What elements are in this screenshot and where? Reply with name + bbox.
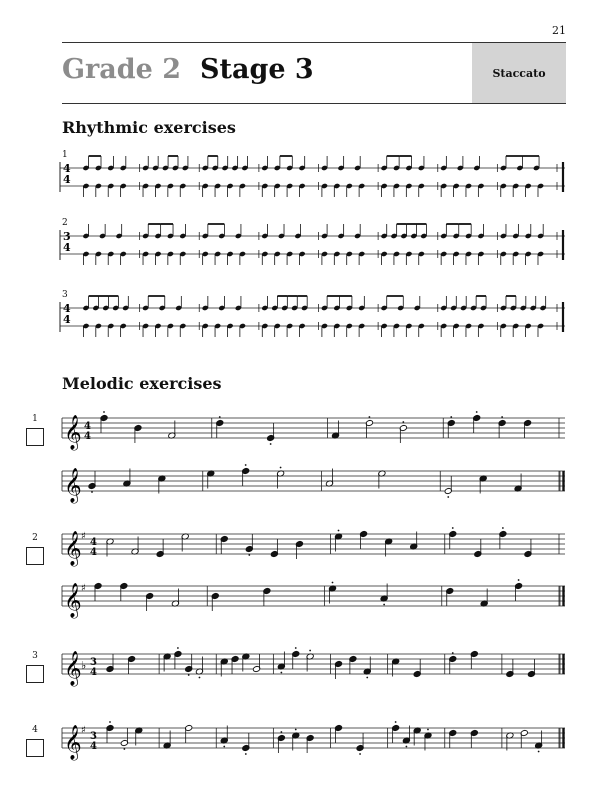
stage-title: Stage 3 <box>200 54 314 85</box>
staccato-dot <box>177 647 179 649</box>
staccato-dot <box>338 530 340 532</box>
time-signature-top: 4 <box>63 302 71 315</box>
practice-checkbox[interactable] <box>26 547 44 565</box>
key-flat-icon: ♭ <box>81 659 87 672</box>
treble-clef-icon: 𝄞 <box>64 725 82 760</box>
time-signature-bottom: 4 <box>90 667 97 678</box>
staccato-dot <box>248 554 250 556</box>
time-signature-top: 4 <box>63 162 71 175</box>
melodic-exercise-number: 3 <box>32 651 38 661</box>
treble-clef-icon: 𝄞 <box>64 651 82 686</box>
staccato-dot <box>295 647 297 649</box>
treble-clef-icon: 𝄞 <box>64 415 82 450</box>
staccato-dot <box>199 677 201 679</box>
staccato-dot <box>518 579 520 581</box>
staccato-dot <box>295 729 297 731</box>
rhythm-exercise-number: 1 <box>62 150 68 160</box>
staccato-dot <box>447 496 449 498</box>
staccato-dot <box>359 753 361 755</box>
staccato-dot <box>309 650 311 652</box>
staccato-dot <box>452 527 454 529</box>
staccato-dot <box>501 416 503 418</box>
staccato-dot <box>476 411 478 413</box>
time-signature-bottom: 4 <box>63 173 71 186</box>
key-sharp-icon: ♯ <box>81 725 86 736</box>
melody-3-line-1 <box>62 648 565 684</box>
time-signature-top: 3 <box>63 230 71 243</box>
staccato-dot <box>109 721 111 723</box>
time-signature-bottom: 4 <box>63 313 71 326</box>
melody-4-line-1 <box>62 722 565 758</box>
staccato-dot <box>280 731 282 733</box>
staccato-dot <box>188 674 190 676</box>
rhythm-exercise-number: 2 <box>62 218 68 228</box>
staccato-dot <box>427 729 429 731</box>
staccato-dot <box>383 604 385 606</box>
staccato-dot <box>406 746 408 748</box>
staccato-dot <box>280 672 282 674</box>
time-signature-bottom: 4 <box>90 741 97 752</box>
melody-1-line-2 <box>62 465 565 501</box>
staccato-dot <box>402 421 404 423</box>
time-signature-top: 3 <box>90 657 97 668</box>
staccato-dot <box>245 753 247 755</box>
staccato-dot <box>538 751 540 753</box>
staccato-dot <box>366 677 368 679</box>
time-signature-top: 3 <box>90 731 97 742</box>
header-bottom-rule <box>62 103 566 104</box>
melody-2-line-1 <box>62 528 565 564</box>
rhythm-exercise-1 <box>60 160 565 200</box>
staccato-dot <box>270 443 272 445</box>
rhythm-exercise-2 <box>60 228 565 268</box>
staccato-dot <box>395 721 397 723</box>
staccato-dot <box>245 464 247 466</box>
staccato-dot <box>452 652 454 654</box>
staccato-dot <box>219 416 221 418</box>
melody-1-line-1 <box>62 412 565 448</box>
time-signature-bottom: 4 <box>90 547 97 558</box>
page-number: 21 <box>552 24 566 37</box>
topic-label: Staccato <box>492 66 546 80</box>
melody-2-line-2 <box>62 580 565 616</box>
melodic-section-title: Melodic exercises <box>62 374 222 393</box>
melodic-exercise-number: 4 <box>32 725 38 735</box>
treble-clef-icon: 𝄞 <box>64 468 82 503</box>
time-signature-bottom: 4 <box>63 241 71 254</box>
rhythm-exercise-3 <box>60 300 565 340</box>
time-signature-top: 4 <box>90 537 97 548</box>
staccato-dot <box>123 748 125 750</box>
treble-clef-icon: 𝄞 <box>64 531 82 566</box>
practice-checkbox[interactable] <box>26 739 44 757</box>
staccato-dot <box>91 491 93 493</box>
grade-title: Grade 2 <box>62 54 182 85</box>
staccato-dot <box>103 411 105 413</box>
staccato-dot <box>280 467 282 469</box>
staccato-dot <box>223 746 225 748</box>
melodic-exercise-number: 1 <box>32 414 38 424</box>
practice-checkbox[interactable] <box>26 665 44 683</box>
time-signature-bottom: 4 <box>84 431 91 442</box>
staccato-dot <box>502 527 504 529</box>
topic-box <box>472 43 566 103</box>
key-sharp-icon: ♯ <box>81 583 86 594</box>
staccato-dot <box>369 416 371 418</box>
melodic-exercise-number: 2 <box>32 533 38 543</box>
rhythmic-section-title: Rhythmic exercises <box>62 118 236 137</box>
practice-checkbox[interactable] <box>26 428 44 446</box>
staccato-dot <box>332 582 334 584</box>
staccato-dot <box>450 416 452 418</box>
treble-clef-icon: 𝄞 <box>64 583 82 618</box>
key-sharp-icon: ♯ <box>81 531 86 542</box>
rhythm-exercise-number: 3 <box>62 290 68 300</box>
time-signature-top: 4 <box>84 421 91 432</box>
